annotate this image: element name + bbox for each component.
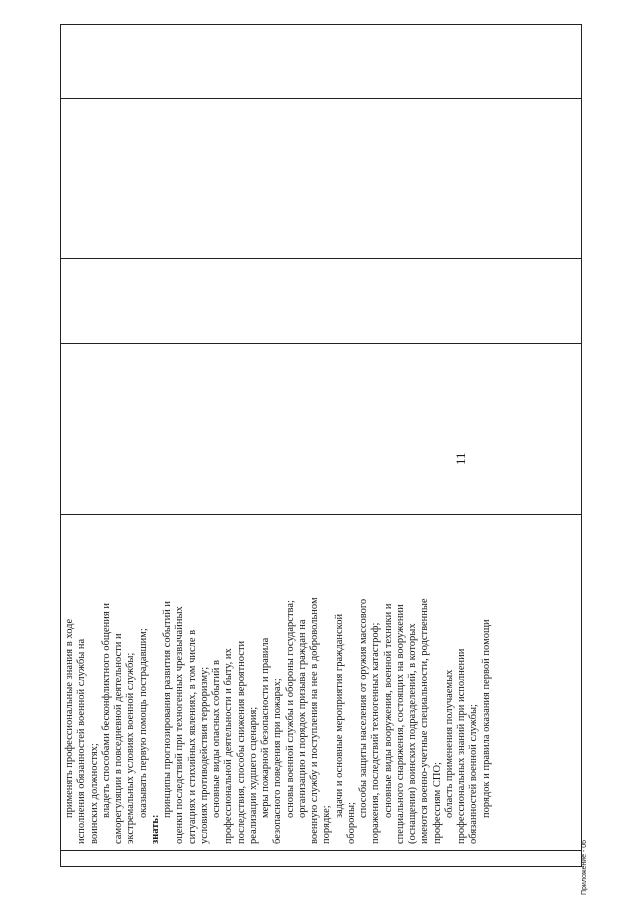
table-cell-empty-2 — [61, 259, 582, 344]
text-line: основные виды вооружения, военной техники и — [382, 603, 394, 818]
text-line: (оснащении) воинских подразделений, в которых — [407, 623, 418, 844]
text-line: меры пожарной безопасности и правила — [260, 637, 271, 818]
text-line: принципы прогнозирования развития событий и — [162, 600, 173, 818]
table-cell-empty-1 — [61, 344, 582, 515]
page-number: 11 — [453, 452, 468, 465]
text-line: порядок и правила оказания первой помощи — [480, 619, 492, 818]
table-cell-empty-4 — [61, 25, 582, 99]
text-line: поражения, последствий техногенных катастроф; — [370, 622, 382, 844]
text-line: организацию и порядок призыва граждан на — [296, 619, 308, 818]
text-line: обороны; — [345, 802, 357, 844]
text-line: ситуациях и стихийных явлениях, в том числе в — [186, 629, 198, 844]
text-line: специального снаряжения, состоящих на вооружении — [394, 604, 406, 844]
text-line: порядке; — [321, 805, 333, 844]
text-line: профессиональной деятельности и быту, их — [223, 648, 235, 844]
text-line: задачи и основные мероприятия гражданской — [333, 613, 345, 818]
text-line: оказывать первую помощь пострадавшим; — [137, 628, 149, 818]
text-line: знать: — [149, 814, 161, 844]
text-line: реализации худшего сценария; — [247, 706, 259, 844]
text-line: воинских должностях; — [88, 743, 100, 844]
text-line: основы военной службы и обороны государства; — [284, 600, 296, 818]
text-line: владеть способами бесконфликтного общения и — [100, 603, 112, 818]
text-line: профессиональных знаний при исполнении — [456, 648, 467, 844]
text-line: безопасного поведения при пожарах; — [272, 678, 284, 844]
text-line: оценки последствий при техногенных чрезвычайных — [174, 606, 186, 844]
text-line: последствия, способы снижения вероятности — [235, 640, 247, 844]
text-line: основные виды опасных событий в — [211, 659, 222, 818]
text-line: имеются военно-учетные специальности, родственные — [419, 598, 431, 844]
content-table — [60, 24, 582, 867]
text-line: способы защиты населения от оружия массового — [358, 598, 369, 818]
table-row — [61, 25, 582, 867]
text-line: профессиям СПО; — [431, 762, 443, 844]
text-line: исполнения обязанностей военной службы на — [76, 638, 88, 844]
text-line: саморегуляции в повседневной деятельности и — [113, 633, 124, 844]
text-line: условиях противодействия терроризму; — [198, 666, 210, 844]
text-line: экстремальных условиях военной службы; — [125, 652, 137, 844]
footer-note: Приложение - 06 — [581, 839, 588, 895]
text-line: военную службу и поступления на нее в добровольном — [309, 597, 320, 844]
text-line: обязанностей военной службы; — [468, 704, 480, 844]
table-cell-spacer — [61, 851, 582, 867]
table-cell-competencies — [61, 515, 582, 851]
table-cell-empty-3 — [61, 99, 582, 259]
text-line: область применения получаемых — [443, 669, 455, 818]
text-line: применять профессиональные знания в ходе — [64, 618, 75, 818]
